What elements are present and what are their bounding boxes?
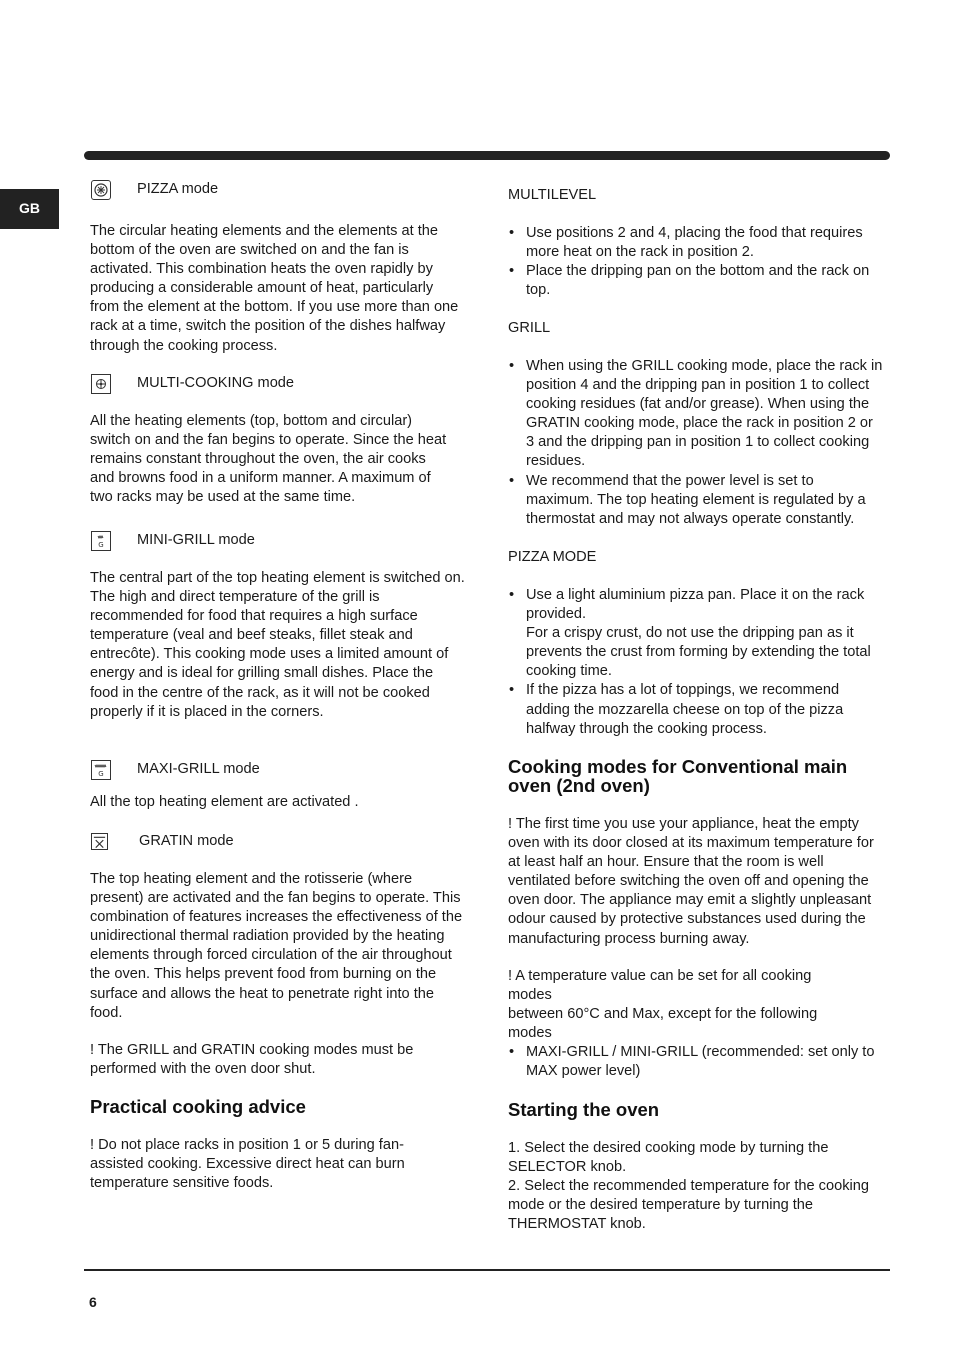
list-item: • We recommend that the power level is set to maximum. The top heating element is regulated by a thermostat and may not always operate constantly. [508, 472, 884, 529]
conventional-first-use-text: ! The first time you use your appliance, heat the empty oven with its door closed at its maximum temperature for at least half an hour. Ensure that the room is well ventilated before switching the oven off and opening the oven door. The appliance may emit a slightly unpleasant odour caused by protective substances used during the manufacturing process burning away. [508, 816, 874, 947]
gratin-heading [91, 832, 234, 851]
multi-cooking-text: All the heating elements (top, bottom and circular) switch on and the fan begins to operate. Since the heat remains constant throughout the oven, the air cooks and browns food in a uniform manner. A maximum of two racks may be used at the same time. [90, 413, 447, 506]
list-item: • MAXI-GRILL / MINI-GRILL (recommended: set only to MAX power level) [508, 1043, 884, 1081]
list-item [508, 586, 884, 681]
multi-cooking-label: MULTI-COOKING mode [137, 375, 295, 392]
multi-cooking-heading [91, 374, 294, 394]
maxi-grill-icon [91, 760, 111, 780]
practical-advice-text: ! Do not place racks in position 1 or 5 during fan-assisted cooking. Excessive direct heat can burn temperature sensitive foods. [90, 1137, 405, 1192]
starting-step-1: 1. Select the desired cooking mode by turning the SELECTOR knob. [508, 1140, 829, 1176]
mini-grill-heading [91, 531, 255, 551]
svg-text:G: G [98, 541, 104, 549]
grill-list [508, 357, 884, 529]
maxi-grill-heading [91, 760, 260, 780]
list-item: • Use positions 2 and 4, placing the food that requires more heat on the rack in position 2. [508, 224, 884, 262]
pizza-tip-1-extra: For a crispy crust, do not use the dripping pan as it prevents the crust from forming by extending the total cooking time. [526, 625, 871, 680]
starting-step-2: 2. Select the recommended temperature for the cooking mode or the desired temperature by turning the THERMOSTAT knob. [508, 1178, 869, 1233]
multilevel-list [508, 224, 884, 300]
language-tab: GB [0, 189, 59, 229]
multi-cooking-fan-icon [91, 374, 111, 394]
gratin-text: The top heating element and the rotisserie (where present) are activated and the fan begins to operate. This combination of features increases the effectiveness of the unidirectional thermal radiation provided by the heating elements through forced circulation of the air throughout the oven. This helps prevent food from burning on the surface and allows the heat to penetrate right into the food. [90, 871, 463, 1021]
multilevel-label: MULTILEVEL [508, 187, 597, 203]
conventional-range-note: between 60°C and Max, except for the following modes [508, 1006, 818, 1042]
pizza-tip-1: Use a light aluminium pizza pan. Place it on the rack provided. [526, 587, 865, 623]
pizza-mode-heading [91, 180, 218, 200]
maxi-grill-text: All the top heating element are activated . [90, 794, 359, 810]
svg-text:G: G [98, 770, 104, 778]
page-number: 6 [89, 1294, 97, 1310]
starting-oven-heading: Starting the oven [508, 1099, 660, 1120]
practical-advice-heading: Practical cooking advice [90, 1096, 306, 1117]
mini-grill-text: The central part of the top heating element is switched on. The high and direct temperature of the grill is recommended for food that requires a high surface temperature (veal and beef steaks, fillet steak and entrecôte). This cooking mode uses a limited amount of energy and is ideal for grilling small dishes. Place the food in the centre of the rack, as it will not be cooked properly if it is placed in the corners. [90, 570, 465, 720]
pizza-mode-tips-label: PIZZA MODE [508, 549, 597, 565]
pizza-mode-label: PIZZA mode [137, 181, 219, 198]
mini-grill-label: MINI-GRILL mode [137, 532, 255, 549]
grill-gratin-note: ! The GRILL and GRATIN cooking modes must be performed with the oven door shut. [90, 1042, 414, 1078]
footer-rule [84, 1269, 890, 1271]
conventional-temperature-note: ! A temperature value can be set for all cooking modes [508, 968, 812, 1004]
conventional-oven-heading: Cooking modes for Conventional main oven (2nd oven) [508, 756, 848, 796]
list-item: • Place the dripping pan on the bottom and the rack on top. [508, 262, 884, 300]
gratin-label: GRATIN mode [139, 833, 234, 849]
pizza-mode-icon [91, 180, 111, 200]
list-item: • If the pizza has a lot of toppings, we recommend adding the mozzarella cheese on top of the pizza halfway through the cooking process. [508, 681, 884, 738]
maxi-grill-label: MAXI-GRILL mode [137, 761, 260, 778]
header-rule [84, 151, 890, 160]
list-item: • When using the GRILL cooking mode, place the rack in position 4 and the dripping pan in position 1 to collect cooking residues (fat and/or grease). When using the GRATIN cooking mode, place the rack in position 2 or 3 and the dripping pan in position 1 to collect cooking residues. [508, 357, 884, 472]
pizza-mode-text: The circular heating elements and the elements at the bottom of the oven are switched on and the fan is activated. This combination heats the oven rapidly by producing a considerable amount of heat, particularly from the element at the bottom. If you use more than one rack at a time, switch the position of the dishes halfway through the cooking process. [90, 223, 459, 354]
grill-label: GRILL [508, 320, 551, 336]
pizza-tips-list [508, 586, 884, 739]
mini-grill-icon [91, 531, 111, 551]
conventional-exceptions-list [508, 1043, 884, 1081]
gratin-icon [91, 833, 108, 850]
